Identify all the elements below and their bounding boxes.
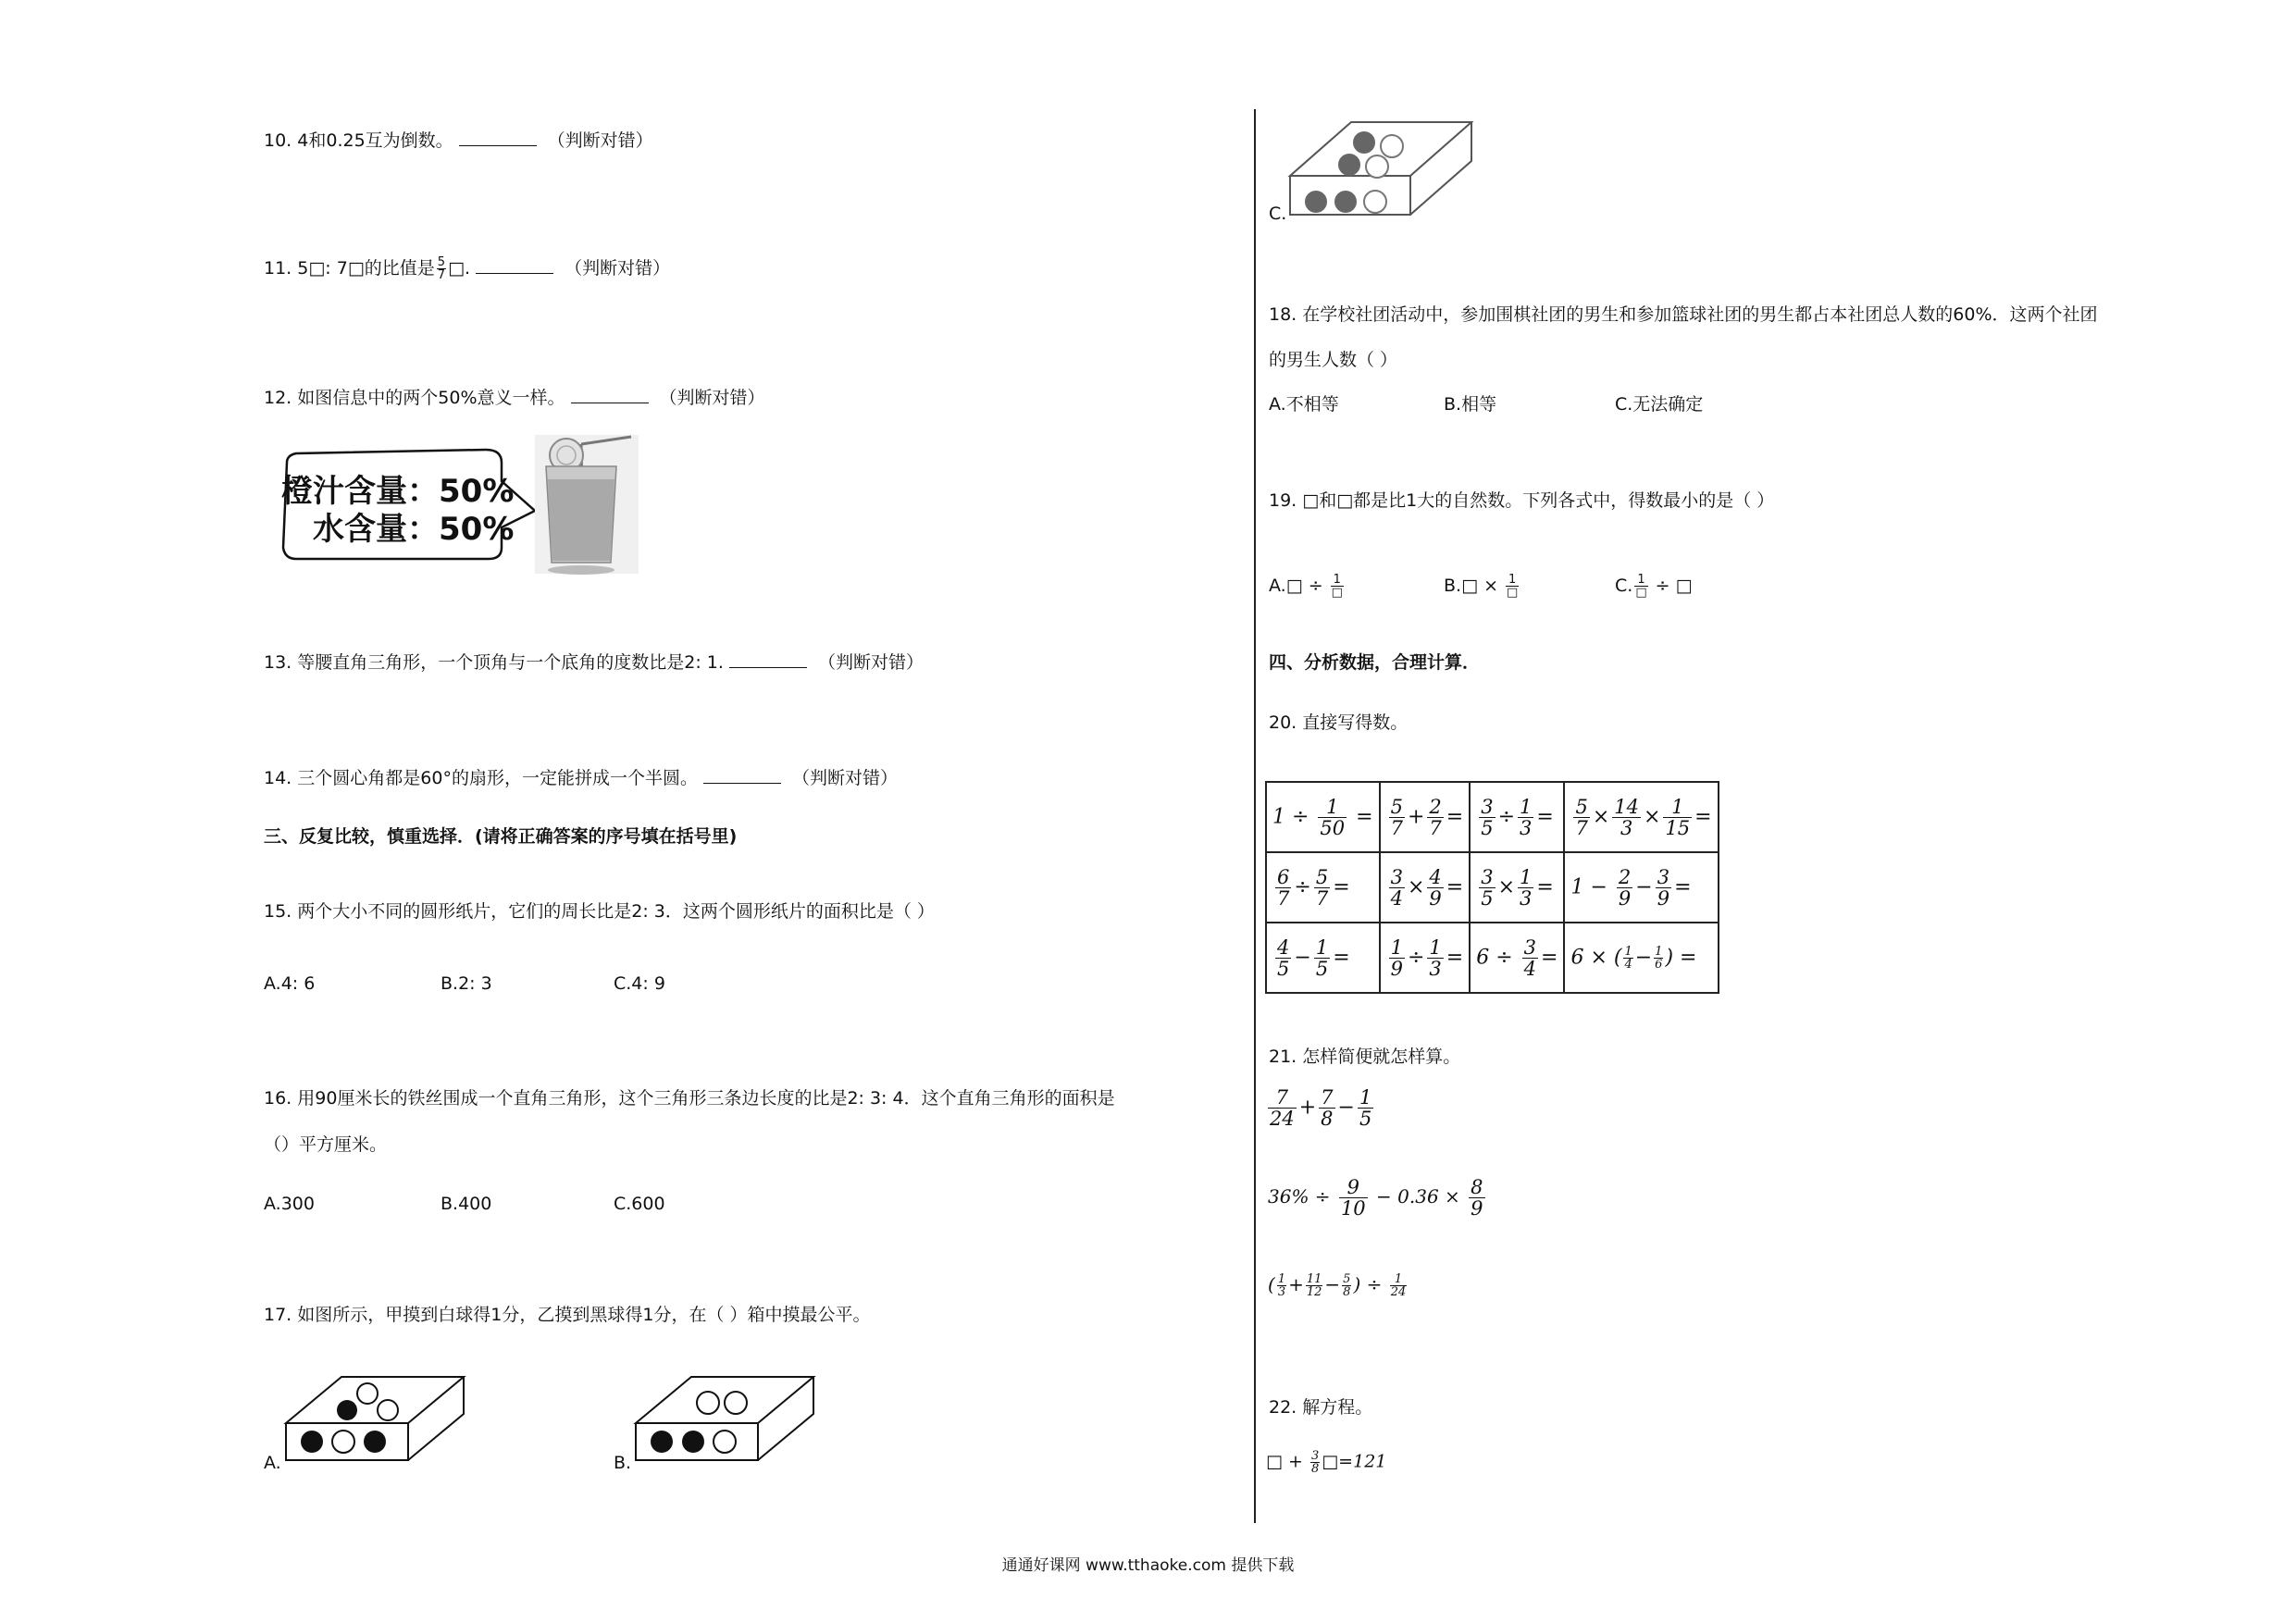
question-18-line2: 的男生人数（ ） — [1269, 350, 1398, 370]
question-text: 直接写得数。 — [1302, 712, 1409, 733]
question-number: 22. — [1269, 1397, 1297, 1418]
calc-cell[interactable]: $\frac{6}{7}$ ÷ $\frac{5}{7}$ = — [1266, 852, 1380, 923]
judge-hint: （判断对错） — [565, 258, 671, 279]
page-footer: 通通好课网 www.tthaoke.com 提供下载 — [1001, 1556, 1295, 1575]
question-number: 11. — [264, 258, 292, 279]
answer-blank[interactable] — [729, 650, 807, 668]
option-15-b[interactable]: B.2: 3 — [441, 973, 492, 994]
section-3-heading: 三、反复比较，慎重选择．(请将正确答案的序号填在括号里) — [264, 826, 738, 847]
question-18 — [1269, 301, 2098, 328]
question-text: □和□都是比1大的自然数。下列各式中，得数最小的是（ ） — [1302, 490, 1775, 511]
ball-box-a — [282, 1368, 467, 1464]
ratio-fraction: $\frac{5}{7}$ — [437, 255, 446, 282]
option-19-c[interactable]: C. $\frac{1}{□}$ ÷ □ — [1615, 573, 1693, 600]
equation[interactable]: □ + $\frac{3}{8}$ □=121 — [1266, 1449, 1387, 1476]
option-16-b[interactable]: B.400 — [441, 1194, 492, 1214]
table-row — [1266, 852, 1719, 923]
question-16-line2: （）平方厘米。 — [264, 1134, 388, 1155]
question-16 — [264, 1084, 1115, 1112]
option-15-a[interactable]: A.4: 6 — [264, 973, 316, 994]
simplify-expression-1[interactable]: $\frac{7}{24}$ + $\frac{7}{8}$ − $\frac{1}{5}$ — [1270, 1086, 1372, 1130]
question-number: 12. — [264, 388, 292, 408]
question-20 — [1269, 709, 1408, 737]
judge-hint: （判断对错） — [791, 768, 898, 788]
section-4-heading: 四、分析数据，合理计算． — [1269, 652, 1481, 673]
calc-cell[interactable]: 1 ÷ $\frac{1}{50}$ = — [1266, 782, 1380, 852]
calc-cell[interactable]: $\frac{3}{5}$ × $\frac{1}{3}$ = — [1470, 852, 1564, 923]
question-text-pre: 5□: 7□的比值是 — [297, 258, 435, 279]
calc-cell[interactable]: $\frac{4}{5}$ − $\frac{1}{5}$ = — [1266, 923, 1380, 993]
question-21 — [1269, 1043, 1460, 1071]
question-12 — [264, 384, 765, 412]
question-13 — [264, 649, 924, 676]
calc-cell[interactable]: 6 ÷ $\frac{3}{4}$ = — [1470, 923, 1564, 993]
calc-cell[interactable]: $\frac{3}{5}$ ÷ $\frac{1}{3}$ = — [1470, 782, 1564, 852]
ball-box-c — [1286, 118, 1481, 218]
judge-hint: （判断对错） — [659, 388, 765, 408]
option-17-c[interactable]: C. — [1269, 204, 1287, 224]
question-number: 19. — [1269, 490, 1297, 511]
answer-blank[interactable] — [476, 256, 553, 274]
question-text: 如图所示，甲摸到白球得1分，乙摸到黑球得1分，在（ ）箱中摸最公平。 — [297, 1305, 871, 1325]
question-17 — [264, 1301, 870, 1329]
simplify-expression-3[interactable]: ( $\frac{1}{3}$ + $\frac{11}{12}$ − $\frac{5}{8}$ ) ÷ $\frac{1}{24}$ — [1268, 1272, 1407, 1299]
calc-cell[interactable]: 1 − $\frac{2}{9}$ − $\frac{3}{9}$ = — [1564, 852, 1718, 923]
ball-box-b — [632, 1368, 817, 1464]
judge-hint: （判断对错） — [547, 130, 653, 151]
option-18-b[interactable]: B.相等 — [1444, 394, 1497, 415]
question-10 — [264, 127, 653, 155]
calc-cell[interactable]: $\frac{5}{7}$ + $\frac{2}{7}$ = — [1380, 782, 1471, 852]
calc-cell[interactable]: $\frac{5}{7}$ × $\frac{14}{3}$ × $\frac{1}{15}$ = — [1564, 782, 1718, 852]
question-text-line1: 在学校社团活动中，参加围棋社团的男生和参加篮球社团的男生都占本社团总人数的60%．这两个社团 — [1302, 304, 2098, 325]
question-number: 16. — [264, 1088, 292, 1109]
question-text-line1: 用90厘米长的铁丝围成一个直角三角形，这个三角形三条边长度的比是2: 3: 4．这个直角三角形的面积是 — [297, 1088, 1115, 1109]
question-number: 18. — [1269, 304, 1297, 325]
question-text: 怎样简便就怎样算。 — [1302, 1047, 1461, 1067]
question-number: 20. — [1269, 712, 1297, 733]
option-19-b[interactable]: B.□ × $\frac{1}{□}$ — [1444, 573, 1519, 600]
option-19-a[interactable]: A.□ ÷ $\frac{1}{□}$ — [1269, 573, 1343, 600]
simplify-expression-2[interactable]: 36% ÷ $\frac{9}{10}$ − 0.36 × $\frac{8}{9}$ — [1268, 1176, 1483, 1220]
question-number: 21. — [1269, 1047, 1297, 1067]
question-text: 两个大小不同的圆形纸片，它们的周长比是2: 3．这两个圆形纸片的面积比是（ ） — [297, 901, 935, 922]
question-19 — [1269, 487, 1774, 514]
answer-blank[interactable] — [571, 386, 649, 403]
option-17-a[interactable]: A. — [264, 1453, 281, 1473]
question-number: 13. — [264, 652, 292, 673]
option-16-c[interactable]: C.600 — [614, 1194, 665, 1214]
bubble-line-1: 橙汁含量：50% — [281, 473, 515, 510]
question-number: 17. — [264, 1305, 292, 1325]
question-number: 14. — [264, 768, 292, 788]
mental-calc-grid — [1265, 781, 1719, 994]
table-row — [1266, 782, 1719, 852]
question-text: 等腰直角三角形，一个顶角与一个底角的度数比是2: 1. — [297, 652, 724, 673]
judge-hint: （判断对错） — [817, 652, 924, 673]
option-18-a[interactable]: A.不相等 — [1269, 394, 1339, 415]
question-number: 15. — [264, 901, 292, 922]
option-18-c[interactable]: C.无法确定 — [1615, 394, 1704, 415]
question-text: 如图信息中的两个50%意义一样。 — [297, 388, 565, 408]
option-17-b[interactable]: B. — [614, 1453, 632, 1473]
question-number: 10. — [264, 130, 292, 151]
juice-glass-icon — [535, 435, 639, 575]
calc-cell[interactable]: $\frac{3}{4}$ × $\frac{4}{9}$ = — [1380, 852, 1471, 923]
question-15 — [264, 898, 935, 925]
option-15-c[interactable]: C.4: 9 — [614, 973, 665, 994]
column-divider — [1254, 109, 1256, 1523]
calc-cell[interactable]: $\frac{1}{9}$ ÷ $\frac{1}{3}$ = — [1380, 923, 1471, 993]
table-row — [1266, 923, 1719, 993]
answer-blank[interactable] — [459, 129, 537, 146]
juice-info-figure — [268, 435, 639, 583]
question-22 — [1269, 1394, 1372, 1421]
question-text: 三个圆心角都是60°的扇形，一定能拼成一个半圆。 — [297, 768, 698, 788]
question-11 — [264, 254, 670, 282]
question-text: 解方程。 — [1302, 1397, 1373, 1418]
question-14 — [264, 764, 898, 792]
bubble-line-2: 水含量：50% — [313, 511, 515, 548]
calc-cell[interactable]: 6 × ( $\frac{1}{4}$ − $\frac{1}{6}$ ) = — [1564, 923, 1718, 993]
question-text-post: □. — [448, 258, 471, 279]
answer-blank[interactable] — [703, 766, 781, 784]
question-text: 4和0.25互为倒数。 — [297, 130, 453, 151]
option-16-a[interactable]: A.300 — [264, 1194, 315, 1214]
